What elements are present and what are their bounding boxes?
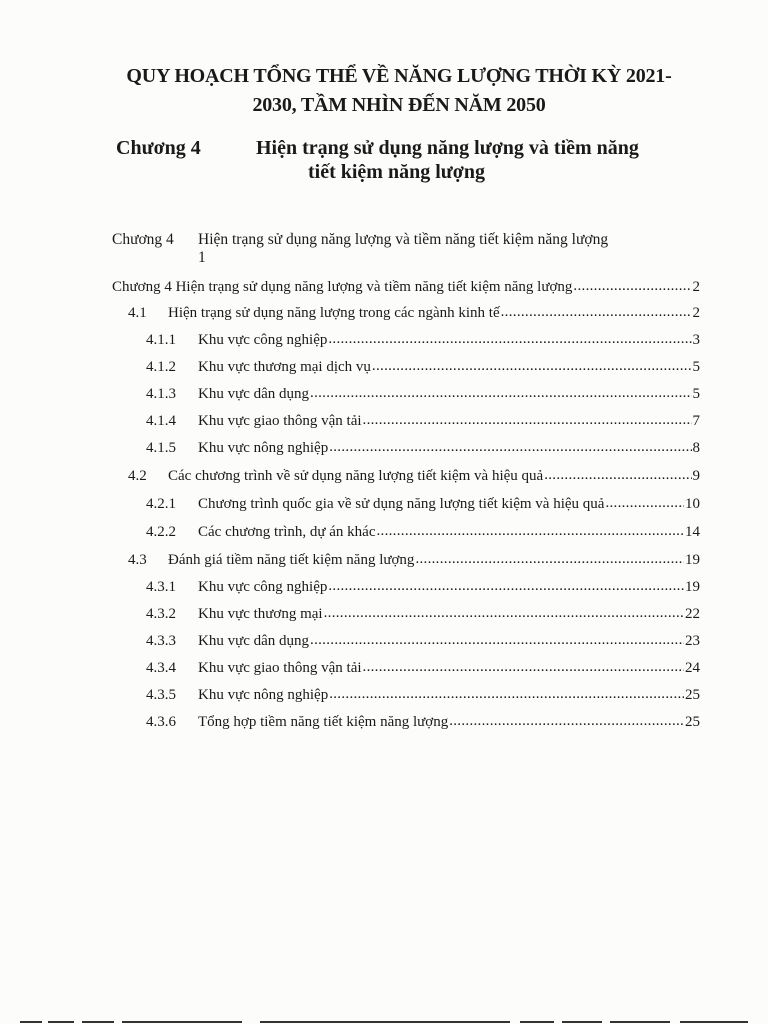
toc-entry-label: Khu vực thương mại dịch vụ	[198, 359, 371, 375]
toc-entry-page: 23	[685, 633, 700, 649]
toc-leader-dots	[544, 464, 691, 486]
toc-entry-page: 5	[692, 359, 700, 375]
toc-entry-number: 4.3.3	[146, 633, 176, 649]
toc-leader-dots	[372, 355, 692, 377]
toc-entry-label: Khu vực giao thông vận tải	[198, 660, 362, 676]
chapter-title-line1: Hiện trạng sử dụng năng lượng và tiềm năng	[256, 137, 639, 159]
toc-entry[interactable]	[146, 684, 700, 706]
toc-entry-label: Khu vực dân dụng	[198, 386, 310, 402]
toc-entry-page: 25	[685, 687, 700, 703]
toc-entry-number: 4.3.1	[146, 579, 176, 595]
toc-heading-page: 1	[198, 249, 206, 266]
toc-entry[interactable]	[146, 383, 700, 405]
document-title-line2: 2030, TẦM NHÌN ĐẾN NĂM 2050	[252, 94, 546, 116]
toc-leader-dots	[329, 436, 691, 458]
toc-entry[interactable]	[146, 329, 700, 351]
toc-entry-number: 4.3.5	[146, 687, 176, 703]
toc-entry-page: 24	[685, 660, 700, 676]
toc-entry[interactable]	[146, 521, 700, 543]
toc-entry[interactable]	[112, 276, 700, 298]
toc-entry[interactable]	[146, 657, 700, 679]
toc-entry-page: 14	[685, 524, 700, 540]
document-title	[80, 62, 718, 120]
toc-leader-dots	[310, 629, 684, 651]
toc-entry-number: 4.2.1	[146, 496, 176, 512]
toc-entry-number: 4.1.5	[146, 440, 176, 456]
toc-entry[interactable]	[128, 549, 700, 571]
toc-entry-number: 4.3.4	[146, 660, 176, 676]
document-title-line1: QUY HOẠCH TỔNG THỂ VỀ NĂNG LƯỢNG THỜI KỲ 2021-	[126, 65, 672, 87]
chapter-label: Chương 4	[116, 137, 201, 159]
toc-entry-page: 2	[692, 279, 700, 295]
toc-entry-label: Khu vực công nghiệp	[198, 332, 328, 348]
toc-entry-label: Chương trình quốc gia về sử dụng năng lượng tiết kiệm và hiệu quả	[198, 496, 605, 512]
toc-heading-label: Chương 4	[112, 231, 174, 248]
toc-entry-label: Hiện trạng sử dụng năng lượng trong các ngành kinh tế	[168, 305, 500, 321]
toc-entry-page: 8	[692, 440, 700, 456]
toc-entry-label: Khu vực dân dụng	[198, 633, 310, 649]
toc-leader-dots	[501, 301, 692, 323]
toc-entry[interactable]	[146, 410, 700, 432]
toc-leader-dots	[328, 328, 691, 350]
toc-leader-dots	[329, 683, 684, 705]
toc-entry-label: Các chương trình về sử dụng năng lượng tiết kiệm và hiệu quả	[168, 468, 544, 484]
toc-entry-label: Khu vực thương mại	[198, 606, 323, 622]
toc-entry[interactable]	[146, 576, 700, 598]
toc-entry-page: 7	[692, 413, 700, 429]
toc-entry-page: 22	[685, 606, 700, 622]
toc-entry-number: 4.3	[128, 552, 147, 568]
toc-entry-page: 5	[692, 386, 700, 402]
toc-entry-number: 4.3.6	[146, 714, 176, 730]
toc-entry-page: 2	[692, 305, 700, 321]
toc-entry[interactable]	[146, 603, 700, 625]
toc-entry-label: Tổng hợp tiềm năng tiết kiệm năng lượng	[198, 714, 449, 730]
toc-leader-dots	[363, 656, 684, 678]
toc-entry-page: 9	[692, 468, 700, 484]
toc-leader-dots	[376, 520, 684, 542]
toc-entry-label: Khu vực nông nghiệp	[198, 687, 329, 703]
toc-entry-number: 4.1.2	[146, 359, 176, 375]
toc-entry-label: Đánh giá tiềm năng tiết kiệm năng lượng	[168, 552, 415, 568]
toc-entry[interactable]	[128, 465, 700, 487]
toc-entry-number: 4.1.4	[146, 413, 176, 429]
toc-entry-page: 10	[685, 496, 700, 512]
toc-leader-dots	[605, 492, 684, 514]
toc-leader-dots	[310, 382, 691, 404]
toc-entry-page: 3	[692, 332, 700, 348]
toc-entry[interactable]	[146, 437, 700, 459]
toc-entry-number: 4.1.1	[146, 332, 176, 348]
toc-entry-label: Chương 4 Hiện trạng sử dụng năng lượng và tiềm năng tiết kiệm năng lượng	[112, 279, 573, 295]
toc-leader-dots	[328, 575, 684, 597]
toc-entry-label: Khu vực công nghiệp	[198, 579, 328, 595]
toc-entry-page: 25	[685, 714, 700, 730]
toc-leader-dots	[363, 409, 692, 431]
toc-entry-page: 19	[685, 579, 700, 595]
toc-entry-label: Khu vực nông nghiệp	[198, 440, 329, 456]
toc-entry[interactable]	[128, 302, 700, 324]
toc-entry[interactable]	[146, 711, 700, 733]
toc-entry-number: 4.1	[128, 305, 147, 321]
toc-entry[interactable]	[146, 630, 700, 652]
chapter-title-line2: tiết kiệm năng lượng	[308, 161, 485, 183]
toc-entry-number: 4.2.2	[146, 524, 176, 540]
toc-entry-number: 4.2	[128, 468, 147, 484]
toc-entry-number: 4.1.3	[146, 386, 176, 402]
toc-leader-dots	[415, 548, 684, 570]
toc-entry-page: 19	[685, 552, 700, 568]
toc-entry-label: Khu vực giao thông vận tải	[198, 413, 362, 429]
toc-entry[interactable]	[146, 356, 700, 378]
toc-leader-dots	[573, 275, 691, 297]
toc-entry-number: 4.3.2	[146, 606, 176, 622]
toc-heading-text: Hiện trạng sử dụng năng lượng và tiềm năng tiết kiệm năng lượng	[198, 231, 609, 248]
toc-entry[interactable]	[146, 493, 700, 515]
toc-leader-dots	[449, 710, 684, 732]
toc-leader-dots	[324, 602, 684, 624]
toc-entry-label: Các chương trình, dự án khác	[198, 524, 376, 540]
